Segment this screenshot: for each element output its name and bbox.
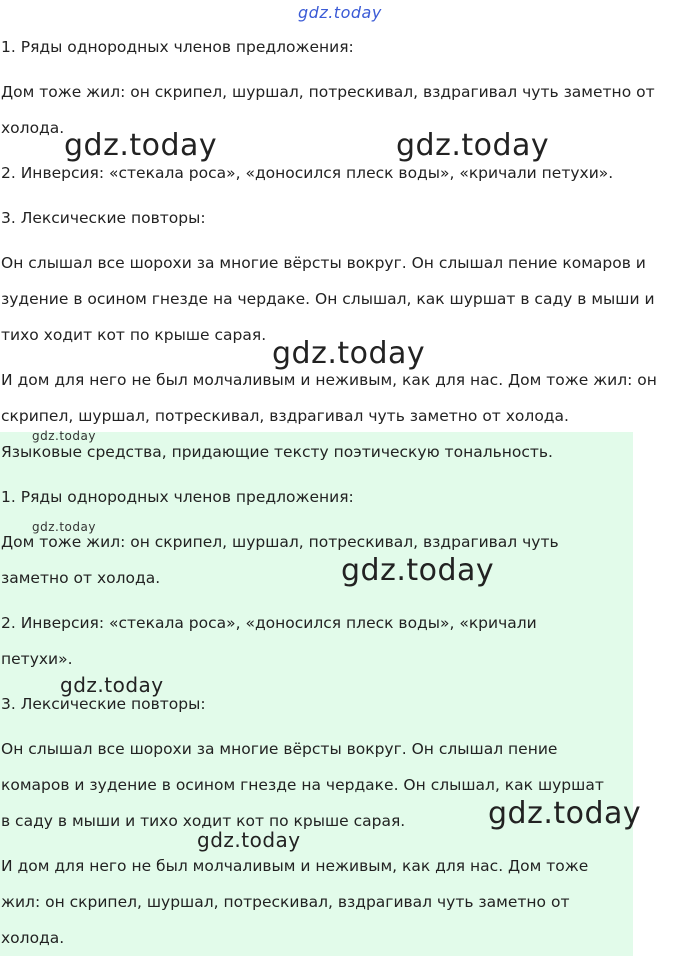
answer-heading: Языковые средства, придающие тексту поэтическую тональность. (1, 443, 553, 461)
text-line: петухи». (1, 650, 73, 668)
text-line: Дом тоже жил: он скрипел, шуршал, потрескивал, вздрагивал чуть заметно от (1, 83, 655, 101)
watermark: gdz.today (488, 796, 642, 831)
watermark: gdz.today (60, 673, 164, 697)
text-line: И дом для него не был молчаливым и неживым, как для нас. Дом тоже (1, 857, 589, 875)
watermark: gdz.today (396, 128, 550, 163)
text-line: Он слышал все шорохи за многие вёрсты вокруг. Он слышал пение (1, 740, 558, 758)
text-line: скрипел, шуршал, потрескивал, вздрагивал чуть заметно от холода. (1, 407, 569, 425)
watermark: gdz.today (341, 553, 495, 588)
text-line: Он слышал все шорохи за многие вёрсты вокруг. Он слышал пение комаров и (1, 254, 646, 272)
watermark-logo: gdz.today (298, 3, 382, 22)
text-line: 1. Ряды однородных членов предложения: (1, 38, 354, 56)
text-line: комаров и зудение в осином гнезде на чердаке. Он слышал, как шуршат (1, 776, 604, 794)
text-line: И дом для него не был молчаливым и неживым, как для нас. Дом тоже жил: он (1, 371, 657, 389)
text-line: 1. Ряды однородных членов предложения: (1, 488, 354, 506)
text-line: зудение в осином гнезде на чердаке. Он слышал, как шуршат в саду в мыши и (1, 290, 655, 308)
text-line: 3. Лексические повторы: (1, 209, 206, 227)
watermark: gdz.today (64, 128, 218, 163)
text-line: Дом тоже жил: он скрипел, шуршал, потрескивал, вздрагивал чуть (1, 533, 559, 551)
text-line: тихо ходит кот по крыше сарая. (1, 326, 267, 344)
text-line: 3. Лексические повторы: (1, 695, 206, 713)
watermark: gdz.today (272, 336, 426, 371)
watermark: gdz.today (32, 429, 96, 443)
text-line: холода. (1, 119, 65, 137)
watermark: gdz.today (32, 520, 96, 534)
watermark: gdz.today (197, 828, 301, 852)
text-line: заметно от холода. (1, 569, 161, 587)
text-line: жил: он скрипел, шуршал, потрескивал, вздрагивал чуть заметно от (1, 893, 570, 911)
text-line: 2. Инверсия: «стекала роса», «доносился плеск воды», «кричали петухи». (1, 164, 614, 182)
text-line: в саду в мыши и тихо ходит кот по крыше сарая. (1, 812, 406, 830)
text-line: холода. (1, 929, 65, 947)
text-line: 2. Инверсия: «стекала роса», «доносился плеск воды», «кричали (1, 614, 537, 632)
